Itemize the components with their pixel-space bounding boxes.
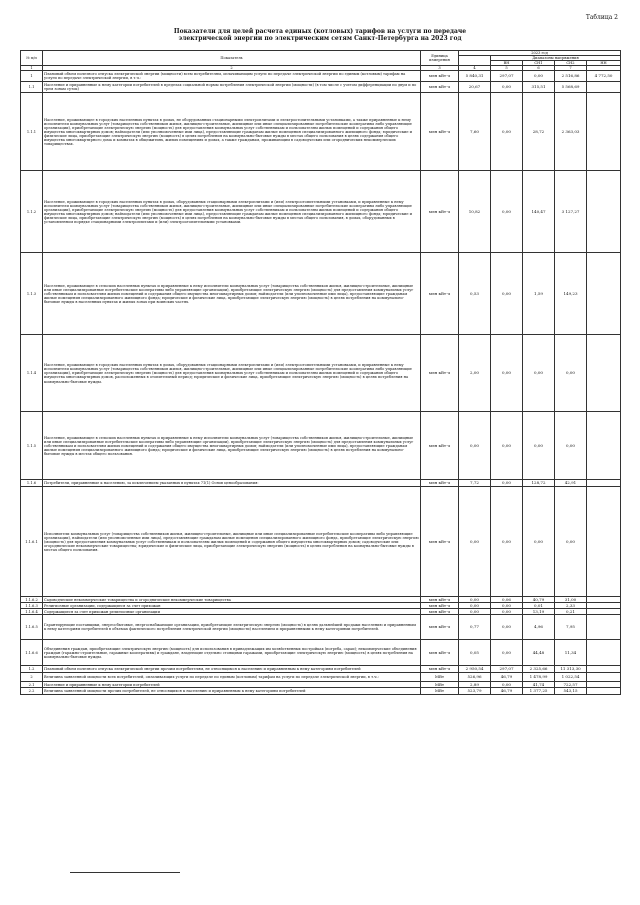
row-vn: 0,00 <box>491 412 523 480</box>
row-description: Население, проживающее в городских населенных пунктах в домах, оборудованных стационарными электроплитами и (или) электроотопительными установками, и приравненные к нему исполнители коммунальных услуг (товарищества собственников жилья, жилищно-строительные, жилищные или иные специализированные потребительские кооперативы либо управляющие организации), приобретающие электрическую энергию (мощность) для предоставления коммунальных услуг собственникам и пользователям жилых помещений и содержания общего имущества многоквартирных домов; наймодатели (или уполномоченные ими лица), предоставляющие гражданам жилые помещения специализированного жилищного фонда; юридические и физические лица, приобретающие электрическую энергию (мощность) в целях потребления на коммунально-бытовые нужды в местах общего пользования, в домах, оборудованных в установленном порядке стационарными электроплитами и (или) электроотопительными установками. <box>43 171 421 253</box>
row-number: 2.1 <box>21 682 43 688</box>
row-vn: 0,00 <box>491 171 523 253</box>
row-total: 523,79 <box>459 688 491 695</box>
row-description: Население, проживающее в городских населенных пунктах в домах, не оборудованных стационарными электроплитами и электроотопительными установками, а также приравненные к нему исполнители коммунальных услуг (товарищества собственников жилья, жилищно-строительные, жилищные или иные специализированные потребительские кооперативы либо управляющие организации), приобретающие электрическую энергию (мощность) для предоставления коммунальных услуг собственникам и пользователям жилых помещений и содержания общего имущества многоквартирных домов; наймодатели (или уполномоченные ими лица), предоставляющие гражданам жилые помещения специализированного жилищного фонда; юридические и физические лица, приобретающие электрическую энергию (мощность) в целях потребления на коммунально-бытовые нужды в местах общего пользования в целях содержания общего имущества многоквартирного дома и комнатах в общежитиях, жилых помещениях и домах, а также гражданам, проживающим в садоводческих или огороднических некоммерческих товариществах. <box>43 93 421 171</box>
row-nn <box>587 487 621 597</box>
row-total: 2,89 <box>459 682 491 688</box>
row-total: 0,00 <box>459 487 491 597</box>
row-description: Содержащиеся за счет прихожан религиозные организации <box>43 609 421 615</box>
row-sn1: 0,00 <box>523 412 555 480</box>
row-sn1: 4,96 <box>523 615 555 640</box>
row-sn1: 0,00 <box>523 71 555 82</box>
row-number: 2.2 <box>21 688 43 695</box>
row-description: Религиозные организации, содержащиеся за счет прихожан <box>43 603 421 609</box>
row-vn: 0,00 <box>491 82 523 93</box>
header-vn: ВН <box>491 61 523 66</box>
row-nn <box>587 412 621 480</box>
row-sn1: 13,19 <box>523 609 555 615</box>
row-description: Потребители, приравненные к населению, за исключением указанных в пунктах 71(1) Основ ценообразования: <box>43 480 421 487</box>
row-total: 2,00 <box>459 335 491 412</box>
table-row <box>21 487 621 597</box>
row-total: 7,60 <box>459 93 491 171</box>
table-row <box>21 71 621 82</box>
header-sn2: СН2 <box>555 61 587 66</box>
row-sn1: 28,72 <box>523 93 555 171</box>
row-description: Плановый объем полезного отпуска электрической энергии прочим потребителям, не относящимся к населению и приравненным к нему категориям потребителей <box>43 666 421 673</box>
header-unit: Единица измерения <box>421 51 459 66</box>
row-sn2: 0,00 <box>555 487 587 597</box>
column-index: 5 <box>491 66 523 71</box>
header-num: № п/п <box>21 51 43 66</box>
row-number: 1.1 <box>21 82 43 93</box>
row-unit: млн кВт·ч <box>421 597 459 603</box>
row-total: 7,72 <box>459 480 491 487</box>
column-index: 3 <box>421 66 459 71</box>
row-sn2: 2 363,03 <box>555 93 587 171</box>
column-index: 4 <box>459 66 491 71</box>
row-sn2: 2,33 <box>555 603 587 609</box>
row-total: 0,05 <box>459 640 491 666</box>
row-description: Величина заявленной мощности всех потребителей, оплачивающих услуги по передаче по единым (котловым) тарифам на услуги по передаче электрической энергии, в т.ч.: <box>43 673 421 682</box>
table-row <box>21 688 621 695</box>
table-row <box>21 666 621 673</box>
row-sn1: 1,59 <box>523 253 555 335</box>
row-sn2: 722,57 <box>555 682 587 688</box>
row-description: Величина заявленной мощности прочих потребителей, не относящихся к населению и приравненным к нему категориям потребителей <box>43 688 421 695</box>
row-vn: 0,00 <box>491 93 523 171</box>
row-vn: 297,07 <box>491 666 523 673</box>
row-vn: 0,00 <box>491 487 523 597</box>
row-vn: 0,00 <box>491 603 523 609</box>
row-sn1: 1 377,25 <box>523 688 555 695</box>
row-total: 0,53 <box>459 253 491 335</box>
row-sn2: 42,91 <box>555 480 587 487</box>
header-indicator: Показатель <box>43 51 421 66</box>
row-unit: млн кВт·ч <box>421 82 459 93</box>
row-description: Объединения граждан, приобретающие электрическую энергию (мощность) для использования в принадлежащих им хозяйственных постройках (погреба, сараи); некоммерческие объединения граждан (гаражно-строительные, гаражные кооперативы) и граждане, владеющие отдельно стоящими гаражами, приобретающие электрическую энергию (мощность) в целях потребления на коммунально-бытовые нужды. <box>43 640 421 666</box>
table-row <box>21 171 621 253</box>
row-number: 1.1.6.5 <box>21 615 43 640</box>
table-row <box>21 480 621 487</box>
row-sn2: 7,95 <box>555 615 587 640</box>
row-unit: млн кВт·ч <box>421 253 459 335</box>
row-vn: 0,00 <box>491 640 523 666</box>
row-sn1: 2 325,66 <box>523 666 555 673</box>
row-sn2: 3 127,27 <box>555 171 587 253</box>
row-total: 0,00 <box>459 603 491 609</box>
row-unit: МВт <box>421 688 459 695</box>
row-unit: МВт <box>421 682 459 688</box>
tariff-indicators-table <box>20 50 621 695</box>
row-nn <box>587 93 621 171</box>
row-nn <box>587 171 621 253</box>
table-row <box>21 640 621 666</box>
row-unit: млн кВт·ч <box>421 487 459 597</box>
header-sn1: СН1 <box>523 61 555 66</box>
row-sn1: 40,79 <box>523 597 555 603</box>
row-sn1: 140,47 <box>523 171 555 253</box>
table-row <box>21 615 621 640</box>
header-voltage-ranges: Диапазоны напряжения <box>491 56 621 61</box>
row-unit: млн кВт·ч <box>421 666 459 673</box>
row-vn: 297,07 <box>491 71 523 82</box>
row-unit: млн кВт·ч <box>421 603 459 609</box>
row-total: 0,00 <box>459 412 491 480</box>
row-total: 10,82 <box>459 171 491 253</box>
row-sn2: 5 568,69 <box>555 82 587 93</box>
row-description: Исполнители коммунальных услуг (товарищества собственников жилья, жилищно-строительные, жилищные или иные специализированные потребительские кооперативы либо управляющие организации), наймодатели (или уполномоченные ими лица), предоставляющие гражданам жилые помещения специализированного жилищного фонда, приобретающие электрическую энергию (мощность) для предоставления коммунальных услуг собственникам и пользователям жилых помещений и содержания общего имущества многоквартирных домов; садоводческие или огороднические некоммерческие товарищества; юридические и физические лица, приобретающие электрическую энергию (мощность) в целях потребления на коммунально-бытовые нужды в местах общего пользования. <box>43 487 421 597</box>
row-number: 1.1.6 <box>21 480 43 487</box>
table-row <box>21 82 621 93</box>
document-title: Показатели для целей расчета единых (котловых) тарифов на услуги по передаче электрической энергии по электрическим сетям Санкт-Петербурга на 2023 год <box>173 28 467 42</box>
row-vn: 0,00 <box>491 335 523 412</box>
row-unit: млн кВт·ч <box>421 609 459 615</box>
row-description: Население, проживающее в сельских населенных пунктах и приравненные к нему исполнители коммунальных услуг (товарищества собственников жилья, жилищно-строительные, жилищные или иные специализированные потребительские кооперативы либо управляющие организации), приобретающие электрическую энергию (мощность) для предоставления коммунальных услуг собственникам и пользователям жилых помещений и содержания общего имущества многоквартирных домов; наймодатели (или уполномоченные ими лица), предоставляющие гражданам жилые помещения специализированного жилищного фонда; юридические и физические лица, приобретающие электрическую энергию (мощность) в целях потребления на коммунально-бытовые нужды в населенных пунктах и жилых зонах при воинских частях. <box>43 253 421 335</box>
row-sn2: 0,00 <box>555 412 587 480</box>
table-row <box>21 253 621 335</box>
row-vn: 0,00 <box>491 609 523 615</box>
row-number: 1 <box>21 71 43 82</box>
row-vn: 0,06 <box>491 597 523 603</box>
row-sn2: 11,34 <box>555 640 587 666</box>
row-unit: млн кВт·ч <box>421 71 459 82</box>
row-total: 0,00 <box>459 597 491 603</box>
row-description: Гарантирующие поставщики, энергосбытовые, энергоснабжающие организации, приобретающие электрическую энергию (мощность) в целях дальнейшей продажи населению и приравненным к нему категориям потребителей в объемах фактического потребления электрической энергии (мощности) населением и приравненными к нему категориями потребителей. <box>43 615 421 640</box>
row-sn2: 1 022,54 <box>555 673 587 682</box>
row-number: 1.1.1 <box>21 93 43 171</box>
column-index: 1 <box>21 66 43 71</box>
header-year: 2023 год <box>459 51 621 56</box>
row-unit: МВт <box>421 673 459 682</box>
row-sn1: 0,00 <box>523 335 555 412</box>
row-number: 1.1.4 <box>21 335 43 412</box>
row-nn <box>587 335 621 412</box>
row-vn: 46,79 <box>491 673 523 682</box>
row-total: 0,77 <box>459 615 491 640</box>
row-total: 0,00 <box>459 609 491 615</box>
row-unit: млн кВт·ч <box>421 335 459 412</box>
row-description: Население и приравненные к нему категории потребителей <box>43 682 421 688</box>
row-sn1: 41,74 <box>523 682 555 688</box>
row-total: 5 840,31 <box>459 71 491 82</box>
table-number-label: Таблица 2 <box>585 14 618 21</box>
row-unit: млн кВт·ч <box>421 615 459 640</box>
row-unit: млн кВт·ч <box>421 412 459 480</box>
row-number: 1.1.6.2 <box>21 597 43 603</box>
row-sn2: 31,00 <box>555 597 587 603</box>
row-vn: 0,00 <box>491 480 523 487</box>
row-number: 1.2 <box>21 666 43 673</box>
table-body <box>21 71 621 695</box>
row-sn2: 11 313,30 <box>555 666 587 673</box>
table-row <box>21 673 621 682</box>
row-vn: 0,00 <box>491 253 523 335</box>
row-number: 2 <box>21 673 43 682</box>
row-nn <box>587 615 621 640</box>
row-description: Население, проживающее в городских населенных пунктах в домах, оборудованных стационарными электроплитами и (или) электроотопительными установками, и приравненные к нему исполнители коммунальных услуг (товарищества собственников жилья, жилищно-строительные, жилищные или иные специализированные потребительские кооперативы либо управляющие организации), приобретающие электрическую энергию (мощность) для предоставления коммунальных услуг собственникам и пользователям жилых помещений и содержания общего имущества многоквартирных домов, расположенных в отопительный период; юридические и физические лица, приобретающие электрическую энергию (мощность) в целях потребления на коммунально-бытовые нужды. <box>43 335 421 412</box>
row-vn: 46,79 <box>491 688 523 695</box>
row-sn1: 0,00 <box>523 487 555 597</box>
row-description: Плановый объем полезного отпуска электрической энергии (мощности) всем потребителям, оплачивающим услуги по передаче электрической энергии по единым (котловым) тарифам на услуги по передаче электрической энергии, в т.ч.: <box>43 71 421 82</box>
row-number: 1.1.2 <box>21 171 43 253</box>
row-nn <box>587 688 621 695</box>
row-nn: 4 772,50 <box>587 71 621 82</box>
row-sn2: 0,21 <box>555 609 587 615</box>
row-vn: 0,00 <box>491 682 523 688</box>
column-index: 6 <box>523 66 555 71</box>
row-nn <box>587 640 621 666</box>
row-vn: 0,00 <box>491 615 523 640</box>
row-unit: млн кВт·ч <box>421 171 459 253</box>
row-total: 20,67 <box>459 82 491 93</box>
row-sn1: 0,01 <box>523 603 555 609</box>
row-number: 1.1.6.3 <box>21 603 43 609</box>
row-number: 1.1.6.6 <box>21 640 43 666</box>
row-sn1: 1 478,99 <box>523 673 555 682</box>
row-total: 2 950,54 <box>459 666 491 673</box>
row-number: 1.1.3 <box>21 253 43 335</box>
row-sn2: 543,15 <box>555 688 587 695</box>
row-description: Население, проживающее в сельских населенных пунктах и приравненные к нему исполнители коммунальных услуг (товарищества собственников жилья, жилищно-строительные, жилищные или иные специализированные потребительские кооперативы либо управляющие организации), приобретающие электрическую энергию (мощность) для предоставления коммунальных услуг собственникам и пользователям жилых помещений и содержания общего имущества многоквартирных домов; наймодатели (или уполномоченные ими лица), предоставляющие гражданам жилые помещения специализированного жилищного фонда; юридические и физические лица, приобретающие электрическую энергию (мощность) в целях потребления на коммунально-бытовые нужды в местах общего пользования. <box>43 412 421 480</box>
row-nn <box>587 82 621 93</box>
row-number: 1.1.6.1 <box>21 487 43 597</box>
row-description: Садоводческие некоммерческие товарищества и огороднические некоммерческие товарищества <box>43 597 421 603</box>
row-sn2: 149,23 <box>555 253 587 335</box>
row-description: Население и приравненные к нему категории потребителей в пределах социальной нормы потребления электрической энергии (мощности) (в том числе с учетом дифференциации по двум и по трем зонам суток) <box>43 82 421 93</box>
column-index: 7 <box>555 66 587 71</box>
row-unit: млн кВт·ч <box>421 640 459 666</box>
row-sn1: 44,48 <box>523 640 555 666</box>
row-nn <box>587 673 621 682</box>
table-row <box>21 412 621 480</box>
table-row <box>21 335 621 412</box>
header-total <box>459 56 491 66</box>
column-index: 2 <box>43 66 421 71</box>
row-sn1: 315,51 <box>523 82 555 93</box>
row-sn1: 128,72 <box>523 480 555 487</box>
row-number: 1.1.6.4 <box>21 609 43 615</box>
header-nn: НН <box>587 61 621 66</box>
row-unit: млн кВт·ч <box>421 93 459 171</box>
row-sn2: 0,00 <box>555 335 587 412</box>
row-nn <box>587 253 621 335</box>
row-number: 1.1.5 <box>21 412 43 480</box>
row-nn <box>587 480 621 487</box>
row-unit: млн кВт·ч <box>421 480 459 487</box>
table-row <box>21 93 621 171</box>
signature-line <box>70 872 180 873</box>
row-total: 526,96 <box>459 673 491 682</box>
row-sn2: 2 516,86 <box>555 71 587 82</box>
row-nn <box>587 666 621 673</box>
